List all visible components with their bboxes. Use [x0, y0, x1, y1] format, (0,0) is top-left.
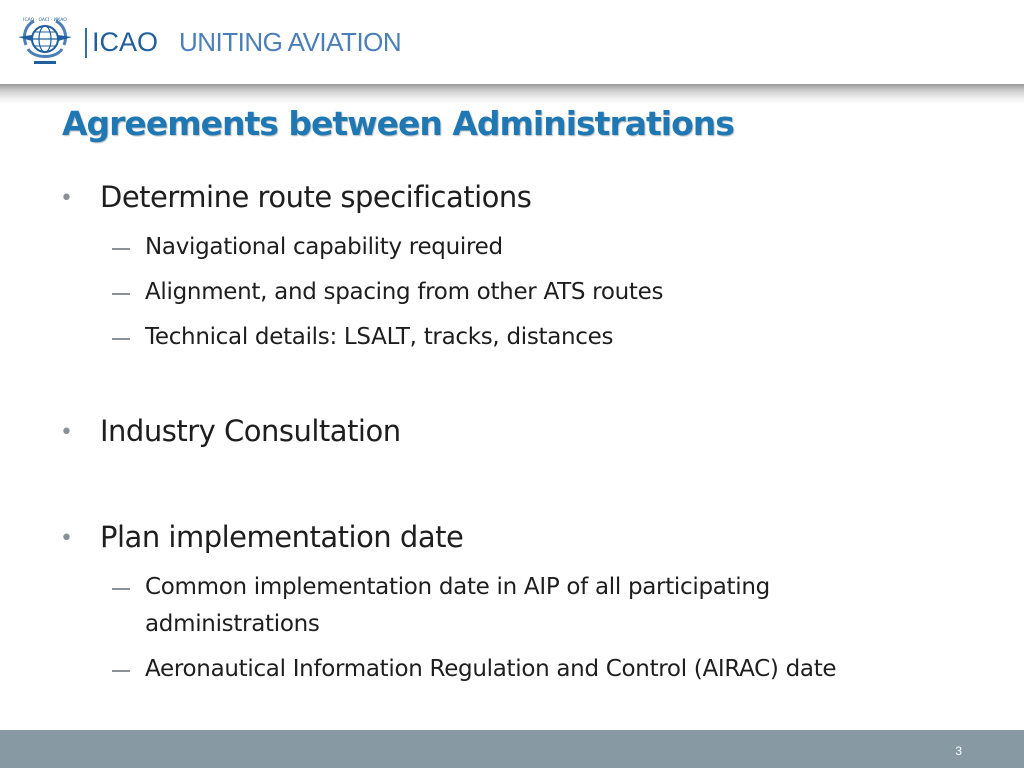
tagline: UNITING AVIATION: [179, 27, 402, 57]
emblem-text: ICAO · OACI · ИКАО: [23, 18, 67, 23]
sub-bullet-item: Technical details: LSALT, tracks, distances: [145, 324, 614, 350]
bullet-marker: •: [60, 420, 73, 445]
footer-bar: [0, 730, 1024, 768]
dash-marker: [112, 588, 130, 590]
dash-marker: [112, 670, 130, 672]
bullet-marker: •: [60, 526, 73, 551]
bullet-item: Industry Consultation: [100, 414, 401, 448]
sub-bullet-item: Aeronautical Information Regulation and Control (AIRAC) date: [145, 656, 837, 682]
sub-bullet-item: Alignment, and spacing from other ATS routes: [145, 279, 664, 305]
sub-bullet-item: Navigational capability required: [145, 234, 503, 260]
bullet-item: Determine route specifications: [100, 180, 532, 214]
dash-marker: [112, 293, 130, 295]
dash-marker: [112, 338, 130, 340]
logo-text: ICAO: [92, 27, 159, 57]
page-number: 3: [955, 744, 962, 758]
sub-bullet-item: Common implementation date in AIP of all participating administrations: [145, 574, 770, 637]
bullet-item: Plan implementation date: [100, 520, 464, 554]
bullet-marker: •: [60, 186, 73, 211]
slide-title: Agreements between Administrations: [62, 104, 734, 143]
dash-marker: [112, 248, 130, 250]
